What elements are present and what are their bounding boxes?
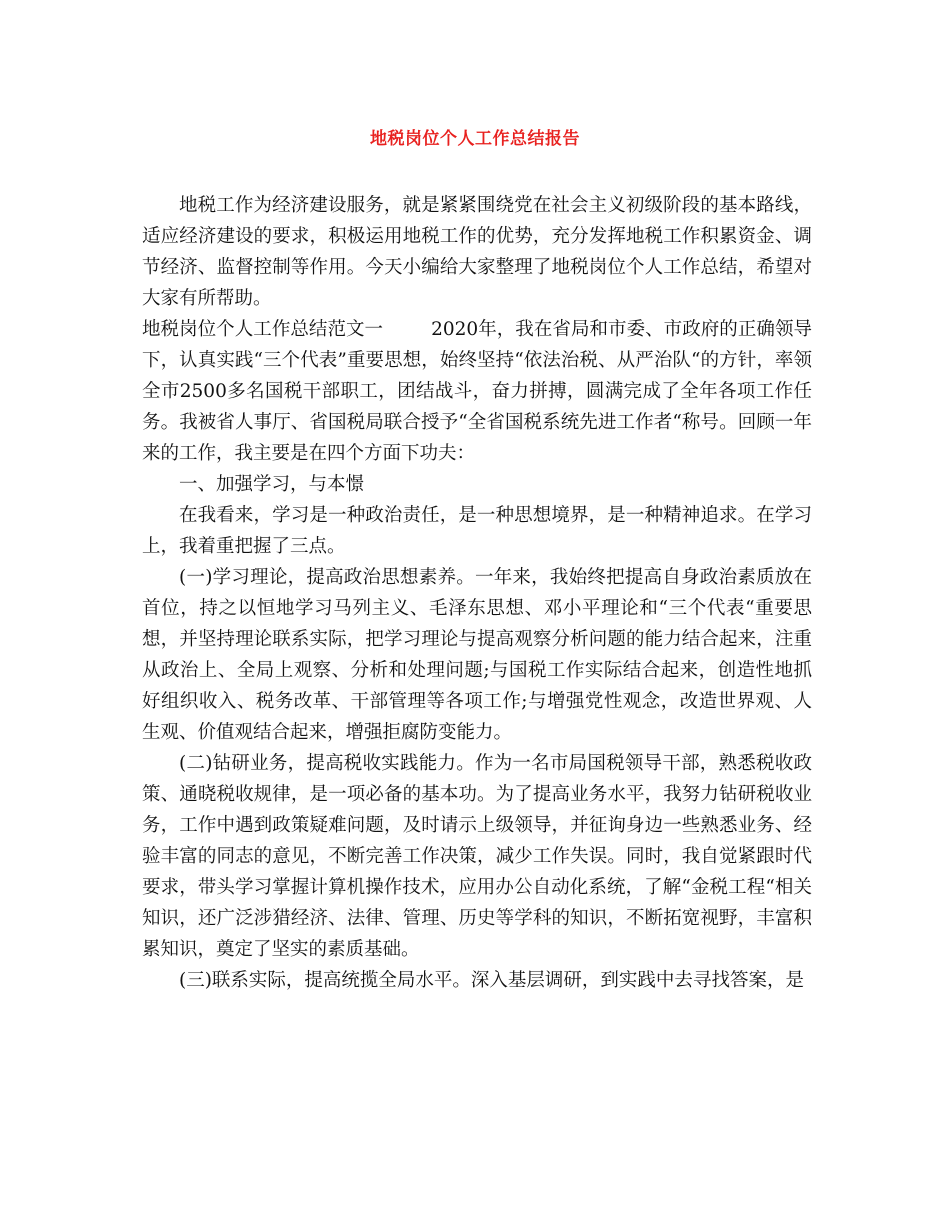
- item1-paragraph: (一)学习理论，提高政治思想素养。一年来，我始终把提高自身政治素质放在首位，持之以恒地学习马列主义、毛泽东思想、邓小平理论和“三个代表“重要思想，并坚持理论联系实际，把学习理论与提高观察分析问题的能力结合起来，注重从政治上、全局上观察、分析和处理问题;与国税工作实际结合起来，创造性地抓好组织收入、税务改革、干部管理等各项工作;与增强党性观念，改造世界观、人生观、价值观结合起来，增强拒腐防变能力。: [142, 567, 812, 743]
- document-title: 地税岗位个人工作总结报告: [370, 129, 580, 149]
- intro-paragraph: 地税工作为经济建设服务，就是紧紧围绕党在社会主义初级阶段的基本路线，适应经济建设的要求，积极运用地税工作的优势，充分发挥地税工作积累资金、调节经济、监督控制等作用。今天小编给大家整理了地税岗位个人工作总结，希望对大家有所帮助。: [142, 195, 812, 309]
- item3-paragraph: (三)联系实际，提高统揽全局水平。深入基层调研，到实践中去寻找答案，是: [179, 970, 804, 991]
- item2-paragraph: (二)钻研业务，提高税收实践能力。作为一名市局国税领导干部，熟悉税收政策、通晓税收规律，是一项必备的基本功。为了提高业务水平，我努力钻研税收业务，工作中遇到政策疑难问题，及时请示上级领导，并征询身边一些熟悉业务、经验丰富的同志的意见，不断完善工作决策，减少工作失误。同时，我自觉紧跟时代要求，带头学习掌握计算机操作技术，应用办公自动化系统，了解“金税工程“相关知识，还广泛涉猎经济、法律、管理、历史等学科的知识，不断拓宽视野，丰富积累知识，奠定了坚实的素质基础。: [142, 753, 812, 960]
- section1-heading: 一、加强学习，与本憬: [179, 474, 365, 495]
- sample-paragraph: [142, 314, 812, 469]
- sample-text: 2020年，我在省局和市委、市政府的正确领导下，认真实践“三个代表”重要思想，始终坚持“依法治税、从严治队“的方针，率领全市2500多名国税干部职工，团结战斗，奋力拼搏，圆满完成了全年各项工作任务。我被省人事厅、省国税局联合授予“全省国税系统先进工作者“称号。回顾一年来的工作，我主要是在四个方面下功夫：: [142, 319, 812, 464]
- sample-label: 地税岗位个人工作总结范文一: [142, 319, 384, 340]
- section1-paragraph: 在我看来，学习是一种政治责任，是一种思想境界，是一种精神追求。在学习上，我着重把握了三点。: [142, 505, 812, 557]
- document-body: [142, 190, 812, 996]
